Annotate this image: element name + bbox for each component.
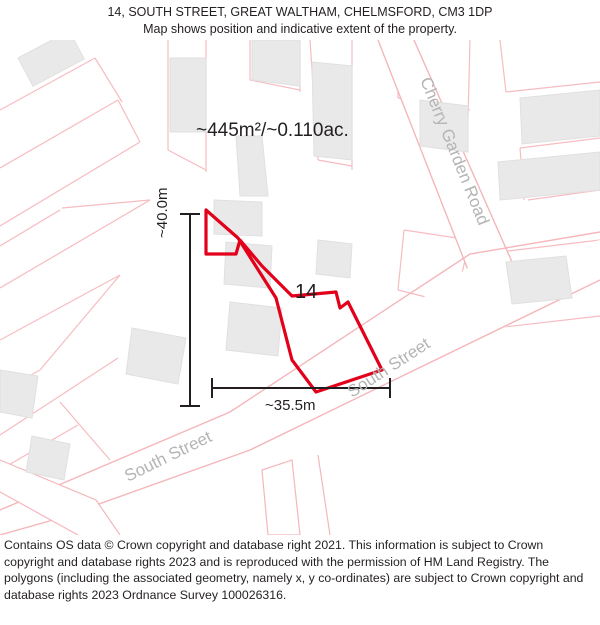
street-label-south-street-lower: South Street	[121, 427, 215, 486]
page-subtitle: Map shows position and indicative extent of the property.	[143, 22, 457, 36]
width-dimension-label: ~35.5m	[265, 397, 316, 414]
page-title: 14, SOUTH STREET, GREAT WALTHAM, CHELMSFORD, CM3 1DP	[107, 5, 493, 19]
copyright-notice: Contains OS data © Crown copyright and database right 2021. This information is subject to Crown copyright and database rights 2023 and is reproduced with the permission of HM Land Registry. The polygons (including the associated geometry, namely x, y co-ordinates) are subject to Crown copyright and database rights 2023 Ordnance Survey 100026316.	[4, 538, 584, 602]
plot-number-label: 14	[295, 281, 318, 303]
street-label-cherry-garden-road: Cherry Garden Road	[416, 74, 494, 228]
street-label-south-street-upper: South Street	[343, 333, 434, 402]
map-canvas[interactable]	[0, 40, 600, 535]
area-label: ~445m²/~0.110ac.	[196, 120, 349, 141]
header	[0, 0, 600, 40]
height-dimension-label: ~40.0m	[154, 187, 171, 238]
